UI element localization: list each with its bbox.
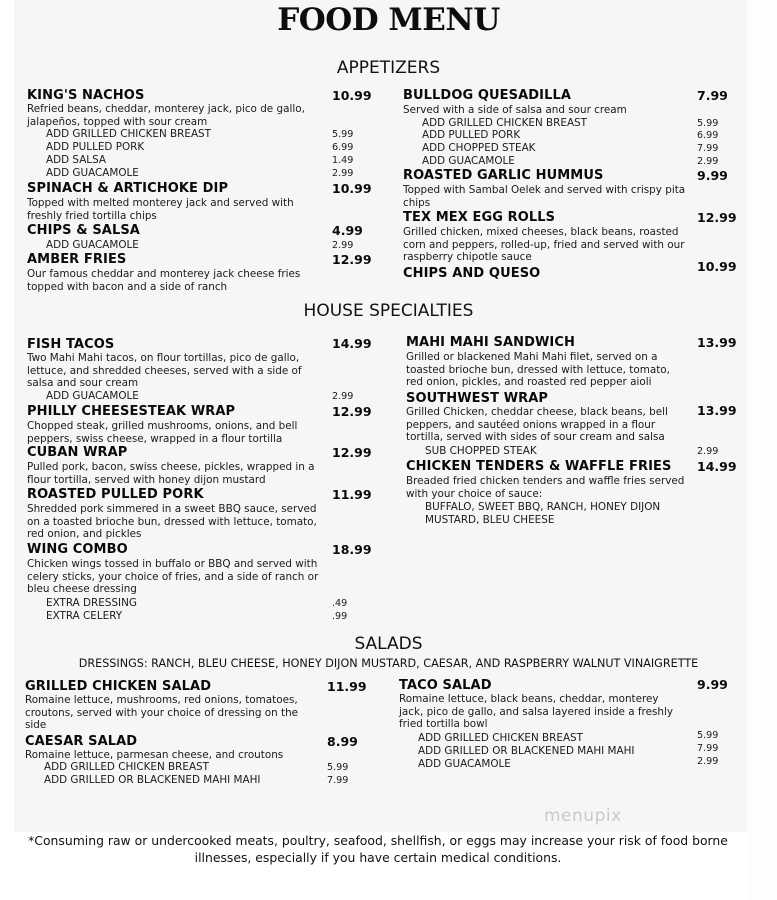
item-chips-salsa-name: CHIPS & SALSA (27, 223, 140, 238)
addon-label: ADD CHOPPED STEAK (422, 142, 536, 154)
item-kings-nachos-price: 10.99 (332, 88, 372, 103)
item-taco-salad-price: 9.99 (697, 677, 728, 692)
sauce-options: BUFFALO, SWEET BBQ, RANCH, HONEY DIJON MUSTARD, BLEU CHEESE (425, 501, 661, 526)
addon-price: 1.49 (332, 155, 354, 166)
item-chicken-tenders-desc: Breaded fried chicken tenders and waffle fries served with your choice of sauce: (406, 475, 685, 500)
item-kings-nachos-desc: Refried beans, cheddar, monterey jack, pico de gallo, jalapeños, topped with sour cream (27, 103, 305, 128)
addon-label: ADD GRILLED OR BLACKENED MAHI MAHI (418, 745, 635, 757)
dressings-note: DRESSINGS: RANCH, BLEU CHEESE, HONEY DIJON MUSTARD, CAESAR, AND RASPBERRY WALNUT VINAIGRETTE (78, 657, 699, 670)
health-disclaimer: *Consuming raw or undercooked meats, poultry, seafood, shellfish, or eggs may increase your risk of food borne illnesses, especially if you have certain medical conditions. (28, 833, 728, 865)
addon-label: EXTRA DRESSING (46, 597, 137, 609)
item-spinach-dip-name: SPINACH & ARTICHOKE DIP (27, 181, 229, 196)
addon-label: ADD GUACAMOLE (418, 758, 511, 770)
addon-price: .49 (332, 598, 348, 609)
item-caesar-salad-name: CAESAR SALAD (25, 734, 138, 749)
addon-label: ADD GUACAMOLE (46, 390, 139, 402)
item-bulldog-quesadilla-desc: Served with a side of salsa and sour cream (403, 104, 627, 116)
item-amber-fries-name: AMBER FRIES (27, 252, 127, 267)
item-bulldog-quesadilla-name: BULLDOG QUESADILLA (403, 88, 572, 103)
item-grilled-chicken-salad-name: GRILLED CHICKEN SALAD (25, 679, 212, 694)
item-egg-rolls-name: TEX MEX EGG ROLLS (403, 210, 556, 225)
item-chicken-tenders-name: CHICKEN TENDERS & WAFFLE FRIES (406, 459, 672, 474)
item-kings-nachos-name: KING'S NACHOS (27, 88, 145, 103)
item-egg-rolls-price: 12.99 (697, 210, 737, 225)
item-chips-salsa-price: 4.99 (332, 223, 363, 238)
addon-price: 5.99 (697, 730, 719, 741)
addon-price: 7.99 (697, 143, 719, 154)
item-spinach-dip-price: 10.99 (332, 181, 372, 196)
section-salads: SALADS (354, 634, 423, 654)
item-garlic-hummus-desc: Topped with Sambal Oelek and served with crispy pita chips (403, 184, 686, 209)
menupix-watermark: menupix (544, 806, 622, 826)
item-bulldog-quesadilla-price: 7.99 (697, 88, 728, 103)
item-wing-combo-price: 18.99 (332, 542, 372, 557)
addon-price: 2.99 (332, 240, 354, 251)
menu-title: FOOD MENU (277, 2, 500, 38)
item-caesar-salad-price: 8.99 (327, 734, 358, 749)
item-pulled-pork-name: ROASTED PULLED PORK (27, 487, 204, 502)
addon-label: ADD GUACAMOLE (46, 239, 139, 251)
item-cuban-wrap-name: CUBAN WRAP (27, 445, 128, 460)
addon-price: 6.99 (697, 130, 719, 141)
item-grilled-chicken-salad-price: 11.99 (327, 679, 367, 694)
item-amber-fries-price: 12.99 (332, 252, 372, 267)
item-spinach-dip-desc: Topped with melted monterey jack and served with freshly fried tortilla chips (27, 197, 294, 222)
item-mahi-sandwich-price: 13.99 (697, 335, 737, 350)
item-mahi-sandwich-desc: Grilled or blackened Mahi Mahi filet, served on a toasted brioche bun, dressed with lettuce, tomato, red onion, pickles, and roasted red pepper aioli (406, 351, 670, 389)
addon-price: 5.99 (332, 129, 354, 140)
addon-price: 6.99 (332, 142, 354, 153)
addon-price: 7.99 (697, 743, 719, 754)
item-cuban-wrap-desc: Pulled pork, bacon, swiss cheese, pickles, wrapped in a flour tortilla, served with honey dijon mustard (27, 461, 315, 486)
item-chips-queso-name: CHIPS AND QUESO (403, 266, 541, 281)
addon-label: ADD GRILLED CHICKEN BREAST (422, 117, 588, 129)
item-amber-fries-desc: Our famous cheddar and monterey jack cheese fries topped with bacon and a side of ranch (27, 268, 301, 293)
item-pulled-pork-price: 11.99 (332, 487, 372, 502)
addon-label: ADD PULLED PORK (46, 141, 145, 153)
item-philly-wrap-desc: Chopped steak, grilled mushrooms, onions, and bell peppers, swiss cheese, wrapped in a flour tortilla (27, 420, 298, 445)
addon-label: EXTRA CELERY (46, 610, 123, 622)
addon-price: 2.99 (697, 756, 719, 767)
addon-label: ADD GRILLED CHICKEN BREAST (418, 732, 584, 744)
addon-label: ADD PULLED PORK (422, 129, 521, 141)
item-garlic-hummus-price: 9.99 (697, 168, 728, 183)
item-wing-combo-name: WING COMBO (27, 542, 128, 557)
item-philly-wrap-name: PHILLY CHEESESTEAK WRAP (27, 404, 236, 419)
item-pulled-pork-desc: Shredded pork simmered in a sweet BBQ sauce, served on a toasted brioche bun, dressed with lettuce, tomato, red onion, and pickles (27, 503, 317, 541)
item-southwest-wrap-desc: Grilled Chicken, cheddar cheese, black beans, bell peppers, and sautéed onions wrapped in a flour tortilla, served with sides of sour cream and salsa (406, 406, 668, 444)
section-house-specialties: HOUSE SPECIALTIES (303, 301, 474, 321)
item-grilled-chicken-salad-desc: Romaine lettuce, mushrooms, red onions, tomatoes, croutons, served with your choice of dressing on the side (25, 694, 299, 732)
addon-price: 7.99 (327, 775, 349, 786)
item-fish-tacos-name: FISH TACOS (27, 337, 115, 352)
item-fish-tacos-desc: Two Mahi Mahi tacos, on flour tortillas, pico de gallo, lettuce, and shredded cheeses, served with a side of salsa and sour cream (27, 352, 302, 390)
addon-price: 2.99 (332, 391, 354, 402)
item-taco-salad-name: TACO SALAD (399, 678, 492, 693)
item-chips-queso-price: 10.99 (697, 259, 737, 274)
item-fish-tacos-price: 14.99 (332, 336, 372, 351)
section-appetizers: APPETIZERS (336, 58, 441, 78)
item-chicken-tenders-price: 14.99 (697, 459, 737, 474)
addon-label: ADD SALSA (46, 154, 106, 166)
item-southwest-wrap-price: 13.99 (697, 403, 737, 418)
addon-label: ADD GUACAMOLE (422, 155, 515, 167)
addon-price: 2.99 (697, 156, 719, 167)
item-taco-salad-desc: Romaine lettuce, black beans, cheddar, monterey jack, pico de gallo, and salsa layered inside a freshly fried tortilla bowl (399, 693, 674, 731)
addon-label: ADD GRILLED CHICKEN BREAST (44, 761, 210, 773)
item-garlic-hummus-name: ROASTED GARLIC HUMMUS (403, 168, 604, 183)
addon-label: ADD GRILLED OR BLACKENED MAHI MAHI (44, 774, 261, 786)
item-egg-rolls-desc: Grilled chicken, mixed cheeses, black beans, roasted corn and peppers, rolled-up, fried and served with our raspberry chipotle sauce (403, 226, 685, 264)
item-southwest-wrap-name: SOUTHWEST WRAP (406, 391, 549, 406)
addon-price: 2.99 (697, 446, 719, 457)
addon-label: ADD GUACAMOLE (46, 167, 139, 179)
item-cuban-wrap-price: 12.99 (332, 445, 372, 460)
item-caesar-salad-desc: Romaine lettuce, parmesan cheese, and croutons (25, 749, 284, 761)
addon-label: SUB CHOPPED STEAK (425, 445, 537, 457)
item-mahi-sandwich-name: MAHI MAHI SANDWICH (406, 335, 575, 350)
item-philly-wrap-price: 12.99 (332, 404, 372, 419)
addon-price: 2.99 (332, 168, 354, 179)
addon-label: ADD GRILLED CHICKEN BREAST (46, 128, 212, 140)
addon-price: 5.99 (327, 762, 349, 773)
page-margin (747, 0, 777, 900)
item-wing-combo-desc: Chicken wings tossed in buffalo or BBQ and served with celery sticks, your choice of fries, and a side of ranch or bleu cheese dressing (27, 558, 319, 596)
addon-price: 5.99 (697, 118, 719, 129)
addon-price: .99 (332, 611, 348, 622)
